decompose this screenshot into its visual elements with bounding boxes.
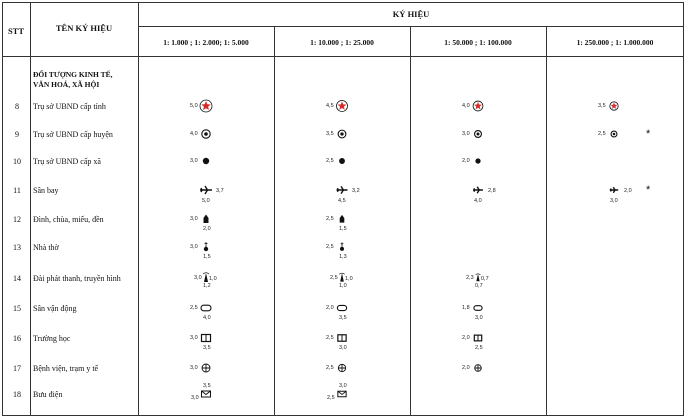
row-stt: 9: [15, 130, 19, 139]
star-circle-icon-graphic: [468, 96, 488, 116]
size-annotation: 3,5: [326, 131, 334, 137]
filled-dot-icon: [332, 151, 352, 171]
size-annotation: 2,5: [327, 395, 335, 401]
row-stt: 10: [13, 157, 21, 166]
filled-dot-icon: [468, 151, 488, 171]
row-name: Trụ sở UBND cấp xã: [33, 157, 101, 166]
row-stt: 11: [13, 186, 21, 195]
size-annotation: 0,7: [481, 276, 489, 282]
size-annotation: 1,5: [339, 226, 347, 232]
size-annotation: 2,5: [326, 335, 334, 341]
size-annotation: 1,3: [339, 254, 347, 260]
size-annotation: 2,8: [488, 188, 496, 194]
row-name: Đình, chùa, miếu, đền: [33, 215, 104, 224]
size-annotation: 4,5: [326, 103, 334, 109]
size-annotation: 3,0: [191, 395, 199, 401]
size-annotation: 3,0: [475, 315, 483, 321]
header-bottom-line: [2, 56, 684, 57]
column-divider: [546, 26, 547, 416]
star-circle-icon: [196, 96, 216, 116]
size-annotation: 2,0: [462, 335, 470, 341]
size-annotation: 3,5: [203, 383, 211, 389]
row-name: Trụ sở UBND cấp huyện: [33, 130, 113, 139]
airplane-icon-graphic: [468, 180, 488, 200]
size-annotation: 2,5: [326, 216, 334, 222]
asterisk-note: *: [646, 128, 651, 140]
size-annotation: 3,0: [462, 131, 470, 137]
size-annotation: 3,5: [203, 345, 211, 351]
dot-circle-icon: [468, 124, 488, 144]
row-name: Nhà thờ: [33, 243, 59, 252]
dot-circle-icon-graphic: [196, 124, 216, 144]
header-scale-1: 1: 1.000 ; 1: 2.000; 1: 5.000: [163, 38, 249, 47]
header-name: TÊN KÝ HIỆU: [55, 23, 113, 33]
size-annotation: 2,5: [190, 305, 198, 311]
size-annotation: 2,0: [326, 305, 334, 311]
size-annotation: 3,0: [190, 216, 198, 222]
row-stt: 17: [13, 364, 21, 373]
size-annotation: 3,0: [610, 198, 618, 204]
size-annotation: 1,2: [203, 283, 211, 289]
size-annotation: 2,5: [330, 275, 338, 281]
row-stt: 14: [13, 274, 21, 283]
hospital-icon: [468, 358, 488, 378]
airplane-icon: [468, 180, 488, 200]
size-annotation: 3,0: [339, 383, 347, 389]
size-annotation: 1,0: [345, 276, 353, 282]
star-circle-icon-graphic: [332, 96, 352, 116]
size-annotation: 2,5: [326, 365, 334, 371]
size-annotation: 1,0: [339, 283, 347, 289]
header-scale-2: 1: 10.000 ; 1: 25.000: [310, 38, 374, 47]
size-annotation: 2,5: [326, 158, 334, 164]
dot-circle-icon: [604, 124, 624, 144]
row-stt: 13: [13, 243, 21, 252]
filled-dot-icon-graphic: [332, 151, 352, 171]
hospital-icon-graphic: [468, 358, 488, 378]
column-divider: [410, 26, 411, 416]
dot-circle-icon-graphic: [468, 124, 488, 144]
header-ky-hieu: KÝ HIỆU: [392, 9, 430, 19]
size-annotation: 3,0: [190, 335, 198, 341]
size-annotation: 3,0: [190, 244, 198, 250]
size-annotation: 4,0: [190, 131, 198, 137]
hospital-icon: [196, 358, 216, 378]
dot-circle-icon-graphic: [604, 124, 624, 144]
size-annotation: 3,0: [190, 365, 198, 371]
airplane-icon-graphic: [332, 180, 352, 200]
airplane-icon: [604, 180, 624, 200]
column-divider: [138, 2, 139, 416]
header-scale-4: 1: 250.000 ; 1: 1.000.000: [576, 38, 654, 47]
row-name: Bưu điện: [33, 390, 63, 399]
row-stt: 8: [15, 102, 19, 111]
airplane-icon: [196, 180, 216, 200]
filled-dot-icon: [196, 151, 216, 171]
header-stt: STT: [7, 26, 25, 36]
size-annotation: 3,0: [194, 275, 202, 281]
size-annotation: 2,0: [462, 158, 470, 164]
size-annotation: 4,0: [203, 315, 211, 321]
airplane-icon-graphic: [604, 180, 624, 200]
star-circle-icon: [604, 96, 624, 116]
size-annotation: 3,7: [216, 188, 224, 194]
row-name: Trường học: [33, 334, 71, 343]
row-stt: 15: [13, 304, 21, 313]
row-name: Sân vận động: [33, 304, 77, 313]
star-circle-icon-graphic: [196, 96, 216, 116]
size-annotation: 3,0: [190, 158, 198, 164]
size-annotation: 1,0: [209, 276, 217, 282]
size-annotation: 0,7: [475, 283, 483, 289]
section-title-line1: ĐỐI TƯỢNG KINH TẾ,: [33, 70, 113, 79]
size-annotation: 3,5: [339, 315, 347, 321]
size-annotation: 3,2: [352, 188, 360, 194]
row-name: Trụ sở UBND cấp tỉnh: [33, 102, 106, 111]
star-circle-icon: [332, 96, 352, 116]
row-stt: 12: [13, 215, 21, 224]
filled-dot-icon-graphic: [196, 151, 216, 171]
airplane-icon-graphic: [196, 180, 216, 200]
asterisk-note: *: [646, 184, 651, 196]
row-name: Đài phát thanh, truyền hình: [33, 274, 121, 283]
hospital-icon-graphic: [196, 358, 216, 378]
column-divider: [30, 2, 31, 416]
size-annotation: 5,0: [190, 103, 198, 109]
size-annotation: 4,0: [474, 198, 482, 204]
size-annotation: 2,0: [624, 188, 632, 194]
size-annotation: 4,0: [462, 103, 470, 109]
filled-dot-icon-graphic: [468, 151, 488, 171]
size-annotation: 2,5: [475, 345, 483, 351]
size-annotation: 1,5: [203, 254, 211, 260]
dot-circle-icon-graphic: [332, 124, 352, 144]
size-annotation: 3,0: [339, 345, 347, 351]
star-circle-icon: [468, 96, 488, 116]
size-annotation: 2,0: [462, 365, 470, 371]
size-annotation: 2,0: [203, 226, 211, 232]
star-circle-icon-graphic: [604, 96, 624, 116]
hospital-icon-graphic: [332, 358, 352, 378]
header-divider: [138, 26, 684, 27]
row-stt: 18: [13, 390, 21, 399]
hospital-icon: [332, 358, 352, 378]
row-name: Sân bay: [33, 186, 59, 195]
airplane-icon: [332, 180, 352, 200]
size-annotation: 5,0: [202, 198, 210, 204]
row-name: Bệnh viện, trạm y tế: [33, 364, 99, 373]
size-annotation: 3,5: [598, 103, 606, 109]
header-scale-3: 1: 50.000 ; 1: 100.000: [444, 38, 512, 47]
size-annotation: 4,5: [338, 198, 346, 204]
dot-circle-icon: [196, 124, 216, 144]
column-divider: [274, 26, 275, 416]
row-stt: 16: [13, 334, 21, 343]
section-title-line2: VĂN HOÁ, XÃ HỘI: [33, 80, 100, 89]
size-annotation: 2,5: [598, 131, 606, 137]
size-annotation: 1,8: [462, 305, 470, 311]
size-annotation: 2,5: [326, 244, 334, 250]
size-annotation: 2,3: [466, 275, 474, 281]
dot-circle-icon: [332, 124, 352, 144]
